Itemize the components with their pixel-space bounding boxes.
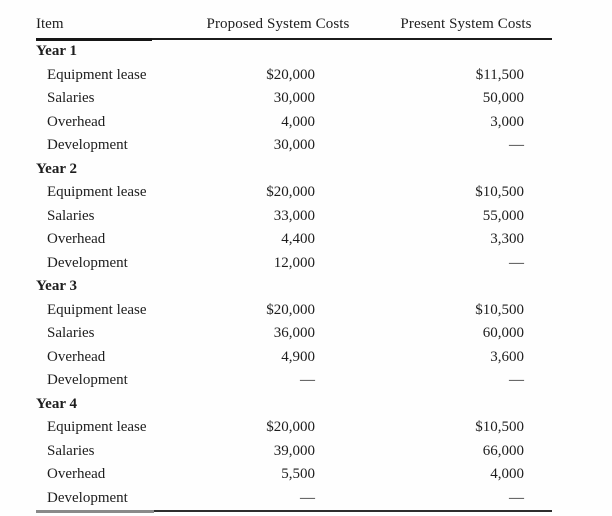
present-cost-value: 66,000 (482, 442, 524, 459)
proposed-cost-value: $20,000 (266, 301, 315, 318)
table-row (36, 228, 552, 252)
present-cost-value: 3,300 (490, 231, 524, 248)
item-label: Development (47, 372, 128, 389)
item-label: Salaries (47, 442, 95, 459)
present-cost-value: 4,000 (490, 466, 524, 483)
proposed-cost-value: 30,000 (273, 137, 315, 154)
present-cost-value: 50,000 (482, 90, 524, 107)
present-cost-value: — (509, 372, 524, 389)
item-label: Salaries (47, 325, 95, 342)
table-row (36, 134, 552, 158)
present-cost-value: — (509, 254, 524, 271)
table-row (36, 369, 552, 393)
table-row (36, 463, 552, 487)
proposed-cost-value: 4,900 (281, 348, 315, 365)
table-row (36, 64, 552, 88)
column-header-proposed: Proposed System Costs (206, 16, 350, 32)
present-cost-value: 3,600 (490, 348, 524, 365)
year-section-row (36, 275, 552, 299)
item-label: Equipment lease (47, 419, 147, 436)
year-label: Year 4 (36, 395, 77, 412)
item-label: Equipment lease (47, 301, 147, 318)
proposed-cost-value: — (300, 489, 315, 506)
proposed-cost-value: 33,000 (273, 207, 315, 224)
proposed-cost-value: — (300, 372, 315, 389)
item-label: Salaries (47, 207, 95, 224)
present-cost-value: $10,500 (475, 301, 524, 318)
item-label: Development (47, 137, 128, 154)
year-section-row (36, 393, 552, 417)
table-body (36, 40, 552, 512)
item-label: Overhead (47, 348, 106, 365)
present-cost-value: 3,000 (490, 113, 524, 130)
present-cost-value: $10,500 (475, 184, 524, 201)
table-row (36, 181, 552, 205)
proposed-cost-value: $20,000 (266, 66, 315, 83)
table-row (36, 487, 552, 511)
present-cost-value: $10,500 (475, 419, 524, 436)
year-label: Year 1 (36, 43, 77, 60)
proposed-cost-value: 12,000 (273, 254, 315, 271)
table-row (36, 205, 552, 229)
year-label: Year 3 (36, 278, 77, 295)
table-row (36, 299, 552, 323)
cost-comparison-table (36, 10, 552, 512)
item-label: Overhead (47, 231, 106, 248)
column-header-present: Present System Costs (400, 16, 532, 32)
item-label: Overhead (47, 466, 106, 483)
table-row (36, 111, 552, 135)
proposed-cost-value: 30,000 (273, 90, 315, 107)
proposed-cost-value: 4,400 (281, 231, 315, 248)
present-cost-value: — (509, 137, 524, 154)
proposed-cost-value: 5,500 (281, 466, 315, 483)
proposed-cost-value: $20,000 (266, 184, 315, 201)
item-label: Equipment lease (47, 184, 147, 201)
present-cost-value: 55,000 (482, 207, 524, 224)
item-label: Development (47, 254, 128, 271)
item-label: Salaries (47, 90, 95, 107)
year-section-row (36, 40, 552, 64)
proposed-cost-value: 39,000 (273, 442, 315, 459)
year-label: Year 2 (36, 160, 77, 177)
year-section-row (36, 158, 552, 182)
item-label: Overhead (47, 113, 106, 130)
present-cost-value: 60,000 (482, 325, 524, 342)
table-row (36, 322, 552, 346)
table-row (36, 252, 552, 276)
proposed-cost-value: $20,000 (266, 419, 315, 436)
present-cost-value: — (509, 489, 524, 506)
proposed-cost-value: 36,000 (273, 325, 315, 342)
item-label: Development (47, 489, 128, 506)
table-row (36, 346, 552, 370)
item-label: Equipment lease (47, 66, 147, 83)
table-row (36, 440, 552, 464)
proposed-cost-value: 4,000 (281, 113, 315, 130)
table-row (36, 416, 552, 440)
table-header-row (36, 10, 552, 40)
table-row (36, 87, 552, 111)
column-header-item: Item (36, 16, 64, 32)
present-cost-value: $11,500 (475, 66, 524, 83)
